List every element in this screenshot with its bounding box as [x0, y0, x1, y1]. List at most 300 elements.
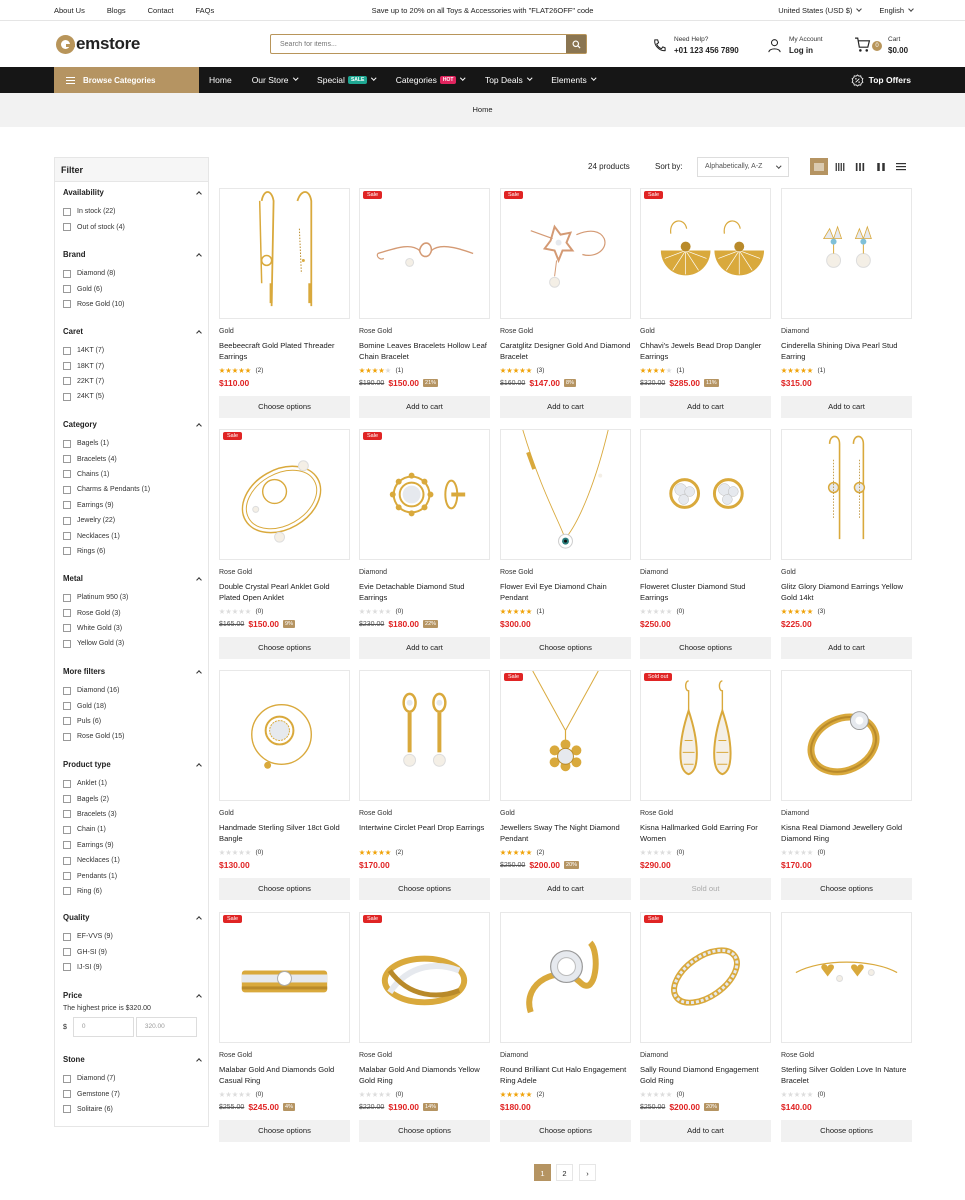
filter-option[interactable] — [63, 822, 203, 837]
current-price: $285.00 — [669, 378, 701, 388]
chevron-up-icon — [196, 577, 202, 583]
filter-option[interactable] — [63, 636, 203, 651]
sale-badge: Sale — [504, 673, 523, 681]
product-title[interactable]: Glitz Glory Diamond Earrings Yellow Gold 14kt — [781, 582, 903, 602]
filter-option[interactable] — [63, 528, 203, 543]
product-image-art — [641, 913, 770, 1042]
grid-icon — [814, 163, 824, 171]
filter-option-label: Gold (18) — [77, 702, 107, 710]
product-image[interactable] — [640, 429, 771, 560]
nav-item-elements[interactable] — [551, 75, 595, 85]
product-title[interactable]: Cinderella Shining Diva Pearl Stud Earring — [781, 341, 898, 361]
filter-option[interactable] — [63, 853, 203, 868]
discount-icon — [851, 74, 864, 87]
compare-price: $220.00 — [359, 1103, 385, 1111]
checkbox[interactable] — [63, 872, 71, 880]
checkbox[interactable] — [63, 594, 71, 602]
top-link-faqs[interactable]: FAQs — [195, 6, 215, 15]
filter-option-label: Jewelry (22) — [77, 517, 116, 525]
review-count: (0) — [676, 608, 685, 615]
current-price: $170.00 — [781, 860, 812, 870]
sale-badge: Sale — [363, 432, 382, 440]
choose-options-button[interactable]: Choose options — [781, 878, 912, 900]
filter-option-label: Gemstone (7) — [77, 1090, 120, 1098]
filter-option[interactable] — [63, 868, 203, 883]
product-card — [359, 670, 490, 893]
checkbox[interactable] — [63, 609, 71, 617]
star-icon — [500, 368, 506, 374]
next-page-button[interactable]: › — [579, 1164, 596, 1181]
filter-group-title[interactable] — [63, 250, 203, 262]
add-to-cart-button[interactable]: Add to cart — [359, 396, 490, 418]
filter-option[interactable] — [63, 729, 203, 744]
filter-option-label: Bracelets (4) — [77, 455, 117, 463]
star-icon — [226, 1092, 232, 1098]
checkbox[interactable] — [63, 810, 71, 818]
product-card — [640, 188, 771, 411]
star-icon — [232, 368, 238, 374]
filter-option[interactable] — [63, 605, 203, 620]
review-count: (2) — [536, 849, 545, 856]
product-category: Diamond — [500, 1052, 529, 1059]
product-image[interactable] — [500, 188, 631, 319]
filter-group-title[interactable] — [63, 188, 203, 200]
choose-options-button[interactable]: Choose options — [640, 637, 771, 659]
filter-option[interactable] — [63, 683, 203, 698]
product-category: Diamond — [781, 810, 810, 817]
add-to-cart-button[interactable]: Add to cart — [781, 396, 912, 418]
checkbox[interactable] — [63, 270, 71, 278]
star-icon — [526, 1092, 532, 1098]
product-title[interactable]: Sally Round Diamond Engagement Gold Ring — [640, 1065, 759, 1085]
grid-view-list-button[interactable] — [892, 158, 910, 175]
grid-view-5-col-button[interactable] — [810, 158, 828, 175]
choose-options-button[interactable]: Choose options — [219, 1120, 350, 1142]
filter-option[interactable] — [63, 281, 203, 296]
filter-group-label: Availability — [63, 188, 104, 197]
filter-option[interactable] — [63, 544, 203, 559]
filter-option-label: EF-VVS (9) — [77, 933, 113, 941]
product-image-art — [501, 189, 630, 318]
star-icon — [379, 1092, 385, 1098]
search-input[interactable] — [271, 35, 561, 53]
product-image[interactable] — [359, 912, 490, 1043]
product-image-art — [641, 189, 770, 318]
nav-item-label: Special — [317, 75, 345, 85]
checkbox[interactable] — [63, 733, 71, 741]
sort-select[interactable]: Alphabetically, A-Z — [697, 157, 789, 177]
checkbox[interactable] — [63, 347, 71, 355]
nav-item-special[interactable] — [317, 75, 376, 85]
product-title[interactable]: Kisna Real Diamond Jewellery Gold Diamond Ring — [781, 823, 903, 843]
checkbox[interactable] — [63, 1105, 71, 1113]
filter-option[interactable] — [63, 1086, 203, 1101]
checkbox[interactable] — [63, 300, 71, 308]
product-image[interactable] — [500, 670, 631, 801]
price-max-input[interactable]: 320.00 — [136, 1017, 197, 1037]
product-image[interactable] — [219, 429, 350, 560]
filter-group-label: Brand — [63, 250, 86, 259]
rating-stars — [500, 1091, 544, 1098]
checkbox[interactable] — [63, 470, 71, 478]
filter-group-title[interactable] — [63, 1055, 203, 1067]
filter-group-title[interactable] — [63, 574, 203, 586]
checkbox[interactable] — [63, 455, 71, 463]
choose-options-button[interactable]: Choose options — [500, 1120, 631, 1142]
checkbox[interactable] — [63, 857, 71, 865]
product-price — [359, 378, 438, 388]
filter-group-title[interactable] — [63, 760, 203, 772]
star-icon — [219, 368, 225, 374]
product-price — [219, 860, 250, 870]
product-image[interactable] — [500, 912, 631, 1043]
checkbox[interactable] — [63, 532, 71, 540]
star-icon — [366, 609, 372, 615]
product-price — [359, 860, 390, 870]
filter-option[interactable] — [63, 451, 203, 466]
choose-options-button[interactable]: Choose options — [219, 637, 350, 659]
star-icon — [666, 609, 672, 615]
review-count: (0) — [255, 608, 264, 615]
product-title[interactable]: Intertwine Circlet Pearl Drop Earrings — [359, 823, 485, 832]
rating-stars — [640, 608, 684, 615]
rating-stars — [781, 608, 825, 615]
filter-group-stone — [63, 1055, 203, 1117]
product-image[interactable] — [640, 912, 771, 1043]
logo[interactable]: emstore — [56, 33, 140, 55]
filter-option[interactable] — [63, 374, 203, 389]
page-2-button[interactable]: 2 — [556, 1164, 573, 1181]
filter-option[interactable] — [63, 343, 203, 358]
checkbox[interactable] — [63, 780, 71, 788]
compare-price: $250.00 — [500, 861, 526, 869]
checkbox[interactable] — [63, 640, 71, 648]
compare-price: $160.00 — [500, 379, 526, 387]
current-price: $180.00 — [500, 1102, 531, 1112]
checkbox[interactable] — [63, 547, 71, 555]
current-price: $250.00 — [640, 619, 671, 629]
add-to-cart-button[interactable]: Add to cart — [500, 878, 631, 900]
nav-item-label: Home — [209, 75, 232, 85]
current-price: $150.00 — [388, 378, 420, 388]
filter-option[interactable] — [63, 1071, 203, 1086]
filter-options — [63, 683, 203, 745]
choose-options-button[interactable]: Choose options — [359, 878, 490, 900]
filter-option[interactable] — [63, 436, 203, 451]
add-to-cart-button[interactable]: Add to cart — [359, 637, 490, 659]
chevron-down-icon — [293, 76, 298, 81]
product-image[interactable] — [640, 670, 771, 801]
product-title[interactable]: Flower Evil Eye Diamond Chain Pendant — [500, 582, 607, 602]
product-title[interactable]: Double Crystal Pearl Anklet Gold Plated Open Anklet — [219, 582, 330, 602]
checkbox[interactable] — [63, 223, 71, 231]
add-to-cart-button[interactable]: Add to cart — [640, 396, 771, 418]
filter-group-title[interactable] — [63, 420, 203, 432]
star-icon — [500, 609, 506, 615]
filter-option[interactable] — [63, 621, 203, 636]
search-button[interactable] — [566, 35, 586, 53]
add-to-cart-button[interactable]: Add to cart — [640, 1120, 771, 1142]
rating-stars — [500, 849, 544, 856]
checkbox[interactable] — [63, 1075, 71, 1083]
checkbox[interactable] — [63, 826, 71, 834]
checkbox[interactable] — [63, 208, 71, 216]
filter-option[interactable] — [63, 297, 203, 312]
nav-item-categories[interactable] — [396, 75, 465, 85]
product-image-art — [501, 430, 630, 559]
filter-option-label: GH-SI (9) — [77, 948, 107, 956]
filter-group-availability — [63, 188, 203, 235]
current-price: $150.00 — [248, 619, 280, 629]
checkbox[interactable] — [63, 393, 71, 401]
add-to-cart-button[interactable]: Add to cart — [781, 637, 912, 659]
product-category: Rose Gold — [219, 569, 253, 576]
checkbox[interactable] — [63, 501, 71, 509]
product-image[interactable] — [219, 912, 350, 1043]
search-icon — [572, 40, 581, 49]
product-title[interactable]: Jewellers Sway The Night Diamond Pendant — [500, 823, 620, 843]
filter-options — [63, 776, 203, 899]
product-image[interactable] — [500, 429, 631, 560]
browse-categories-button[interactable]: Browse Categories — [54, 67, 199, 93]
star-icon — [513, 1092, 519, 1098]
rating-stars — [640, 849, 684, 856]
checkbox[interactable] — [63, 963, 71, 971]
star-icon — [794, 368, 800, 374]
star-icon — [807, 609, 813, 615]
filter-group-title[interactable] — [63, 667, 203, 679]
filter-option[interactable] — [63, 498, 203, 513]
grid-view-4-col-button[interactable] — [831, 158, 849, 175]
star-icon — [660, 609, 666, 615]
product-category: Diamond — [640, 569, 669, 576]
star-icon — [788, 850, 794, 856]
product-image[interactable] — [640, 188, 771, 319]
nav-item-top-deals[interactable] — [485, 75, 531, 85]
checkbox[interactable] — [63, 687, 71, 695]
filter-option[interactable] — [63, 884, 203, 899]
choose-options-button[interactable]: Choose options — [781, 1120, 912, 1142]
top-link-contact[interactable]: Contact — [147, 6, 174, 15]
star-icon — [653, 609, 659, 615]
product-title[interactable]: Bomine Leaves Bracelets Hollow Leaf Chain Bracelet — [359, 341, 487, 361]
product-title[interactable]: Malabar Gold And Diamonds Yellow Gold Ring — [359, 1065, 480, 1085]
checkbox[interactable] — [63, 440, 71, 448]
checkbox[interactable] — [63, 717, 71, 725]
filter-option[interactable] — [63, 358, 203, 373]
product-card — [500, 670, 631, 893]
product-title[interactable]: Kisna Hallmarked Gold Earring For Women — [640, 823, 758, 843]
product-image[interactable] — [359, 188, 490, 319]
discount-badge: 9% — [285, 621, 293, 627]
filter-group-title[interactable] — [63, 913, 203, 925]
filter-options — [63, 436, 203, 559]
filter-option-label: Rose Gold (3) — [77, 609, 121, 617]
star-icon — [653, 368, 659, 374]
current-price: $245.00 — [248, 1102, 280, 1112]
checkbox[interactable] — [63, 933, 71, 941]
star-icon — [219, 1092, 225, 1098]
grid-view-2-col-button[interactable] — [872, 158, 890, 175]
chevron-up-icon — [196, 191, 202, 197]
sale-badge: Sale — [363, 191, 382, 199]
checkbox[interactable] — [63, 285, 71, 293]
star-icon — [526, 850, 532, 856]
filter-option-label: 18KT (7) — [77, 362, 105, 370]
add-to-cart-button[interactable]: Add to cart — [500, 396, 631, 418]
checkbox[interactable] — [63, 702, 71, 710]
product-title[interactable]: Floweret Cluster Diamond Stud Earrings — [640, 582, 746, 602]
product-title[interactable]: Chhavi's Jewels Bead Drop Dangler Earrings — [640, 341, 762, 361]
star-icon — [239, 850, 245, 856]
filter-option[interactable] — [63, 944, 203, 959]
filter-option-label: Earrings (9) — [77, 501, 114, 509]
language-selector[interactable]: English — [879, 6, 913, 15]
choose-options-button[interactable]: Choose options — [359, 1120, 490, 1142]
product-price — [500, 1102, 531, 1112]
filter-option[interactable] — [63, 513, 203, 528]
filter-option-label: Earrings (9) — [77, 841, 114, 849]
current-price: $170.00 — [359, 860, 390, 870]
checkbox[interactable] — [63, 377, 71, 385]
product-image-art — [220, 913, 349, 1042]
review-count: (0) — [676, 1091, 685, 1098]
nav-item-our-store[interactable] — [252, 75, 297, 85]
page-1-button[interactable]: 1 — [534, 1164, 551, 1181]
filter-option[interactable] — [63, 960, 203, 975]
checkbox[interactable] — [63, 517, 71, 525]
checkbox[interactable] — [63, 624, 71, 632]
filter-option[interactable] — [63, 590, 203, 605]
filter-option[interactable] — [63, 482, 203, 497]
rating-stars — [781, 1091, 825, 1098]
product-title[interactable]: Beebeecraft Gold Plated Threader Earrings — [219, 341, 335, 361]
filter-option[interactable] — [63, 698, 203, 713]
choose-options-button[interactable]: Choose options — [219, 396, 350, 418]
filter-option[interactable] — [63, 929, 203, 944]
filter-group-title[interactable] — [63, 327, 203, 339]
product-image-art — [220, 189, 349, 318]
filter-option[interactable] — [63, 776, 203, 791]
star-icon — [647, 609, 653, 615]
top-offers-link[interactable]: Top Offers — [851, 67, 911, 93]
filter-option[interactable] — [63, 1102, 203, 1117]
filter-group-quality — [63, 913, 203, 975]
top-link-about-us[interactable]: About Us — [54, 6, 85, 15]
grid-icon — [835, 163, 845, 171]
filter-option[interactable] — [63, 838, 203, 853]
filter-option-label: Bagels (2) — [77, 795, 109, 803]
rating-stars — [219, 849, 263, 856]
product-title[interactable]: Evie Detachable Diamond Stud Earrings — [359, 582, 465, 602]
checkbox[interactable] — [63, 948, 71, 956]
product-title[interactable]: Sterling Silver Golden Love In Nature Bracelet — [781, 1065, 907, 1085]
help-block[interactable]: Need Help? +01 123 456 7890 — [652, 34, 739, 56]
star-icon — [219, 850, 225, 856]
rating-stars — [359, 1091, 403, 1098]
top-link-blogs[interactable]: Blogs — [106, 6, 126, 15]
filter-group-label: Product type — [63, 760, 111, 769]
product-title[interactable]: Handmade Sterling Silver 18ct Gold Bangle — [219, 823, 340, 843]
chevron-up-icon — [196, 423, 202, 429]
product-image[interactable] — [781, 188, 912, 319]
product-price — [359, 619, 438, 629]
filter-option[interactable] — [63, 714, 203, 729]
product-image[interactable] — [781, 912, 912, 1043]
cart-block[interactable]: 0 Cart $0.00 — [854, 34, 908, 56]
choose-options-button[interactable]: Choose options — [219, 878, 350, 900]
star-icon — [219, 609, 225, 615]
star-icon — [647, 850, 653, 856]
filter-option-label: Anklet (1) — [77, 780, 107, 788]
checkbox[interactable] — [63, 362, 71, 370]
filter-option[interactable] — [63, 807, 203, 822]
choose-options-button[interactable]: Choose options — [500, 637, 631, 659]
filter-option[interactable] — [63, 219, 203, 234]
current-price: $110.00 — [219, 378, 250, 388]
filter-option[interactable] — [63, 204, 203, 219]
product-card — [781, 670, 912, 893]
product-price — [219, 1102, 295, 1112]
filter-group-title[interactable] — [63, 991, 203, 1003]
breadcrumb-home[interactable]: Home — [472, 105, 493, 114]
product-image[interactable] — [219, 670, 350, 801]
product-image[interactable] — [781, 670, 912, 801]
currency-selector[interactable]: United States (USD $) — [778, 6, 861, 15]
checkbox[interactable] — [63, 486, 71, 494]
checkbox[interactable] — [63, 1090, 71, 1098]
filter-option[interactable] — [63, 467, 203, 482]
filter-option[interactable] — [63, 389, 203, 404]
account-block[interactable]: My Account Log in — [767, 34, 823, 56]
review-count: (0) — [395, 608, 404, 615]
product-price — [500, 860, 579, 870]
nav-item-home[interactable] — [209, 75, 232, 85]
product-title[interactable]: Round Brilliant Cut Halo Engagement Ring Adele — [500, 1065, 627, 1085]
product-image-art — [641, 671, 770, 800]
star-icon — [226, 609, 232, 615]
product-image-art — [782, 913, 911, 1042]
current-price: $225.00 — [781, 619, 812, 629]
star-icon — [520, 850, 526, 856]
filter-option[interactable] — [63, 266, 203, 281]
star-icon — [359, 609, 365, 615]
grid-view-3-col-button[interactable] — [851, 158, 869, 175]
checkbox[interactable] — [63, 795, 71, 803]
checkbox[interactable] — [63, 841, 71, 849]
product-image[interactable] — [781, 429, 912, 560]
checkbox[interactable] — [63, 887, 71, 895]
product-image[interactable] — [359, 670, 490, 801]
discount-badge: 21% — [425, 380, 437, 386]
price-range — [63, 1017, 203, 1037]
product-image[interactable] — [359, 429, 490, 560]
rating-stars — [781, 849, 825, 856]
star-icon — [807, 850, 813, 856]
rating-stars — [359, 608, 403, 615]
product-title[interactable]: Malabar Gold And Diamonds Gold Casual Ring — [219, 1065, 335, 1085]
product-title[interactable]: Caratglitz Designer Gold And Diamond Bracelet — [500, 341, 631, 361]
currency-symbol: $ — [63, 1023, 67, 1031]
filter-group-label: Price — [63, 991, 83, 1000]
filter-option-label: 22KT (7) — [77, 377, 105, 385]
menu-icon — [66, 77, 75, 84]
price-min-input[interactable]: 0 — [73, 1017, 134, 1037]
filter-option[interactable] — [63, 791, 203, 806]
chevron-up-icon — [196, 763, 202, 769]
chevron-up-icon — [196, 994, 202, 1000]
product-image[interactable] — [219, 188, 350, 319]
